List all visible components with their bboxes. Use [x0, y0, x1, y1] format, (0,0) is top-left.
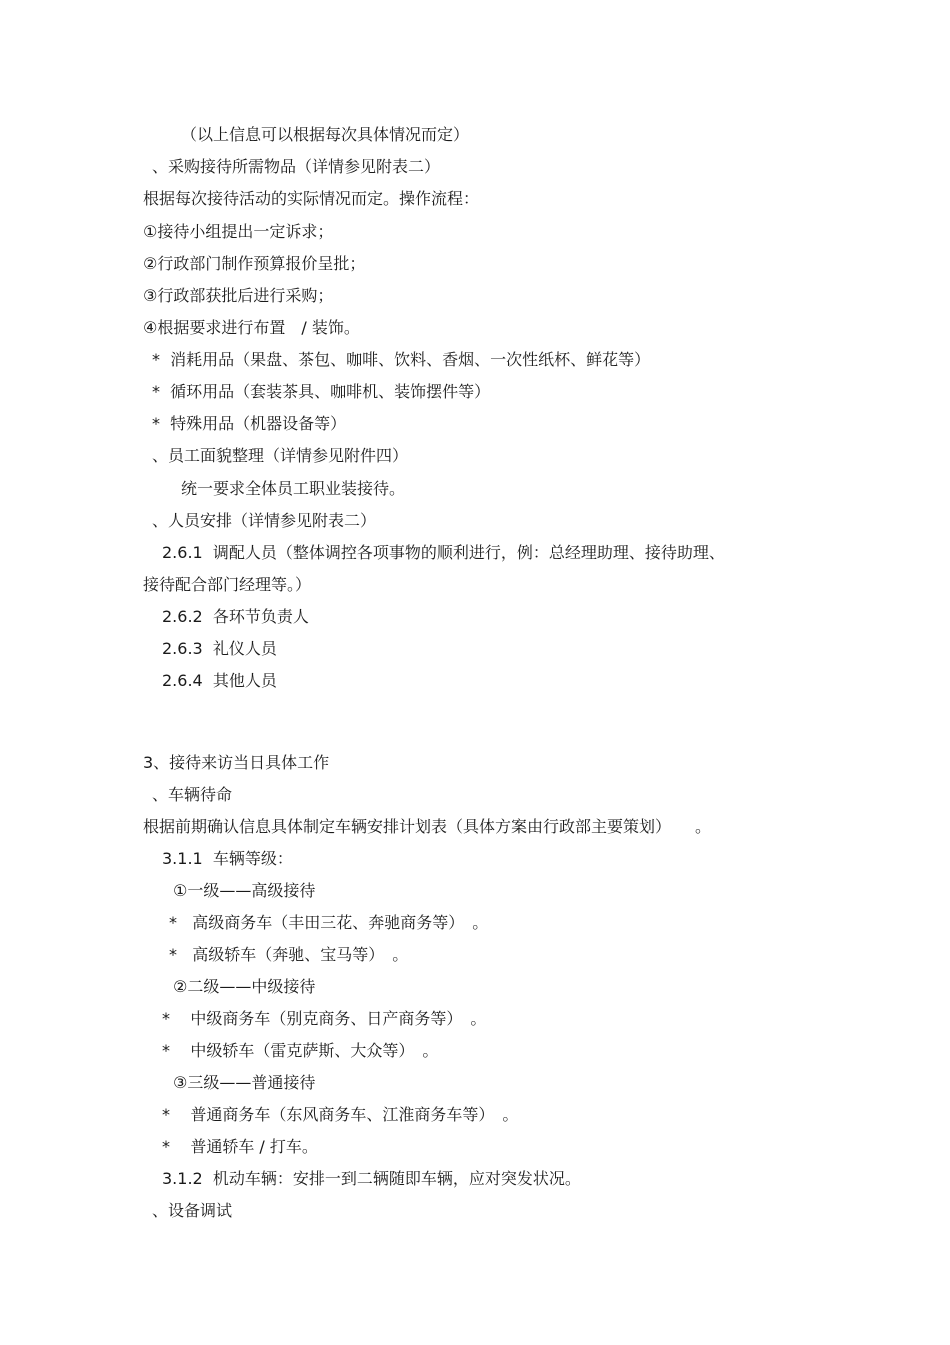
subsection-line: 2.6.1 调配人员（整体调控各项事物的顺利进行，例：总经理助理、接待助理、 [162, 543, 725, 562]
subsection-line: 3.1.2 机动车辆：安排一到二辆随即车辆，应对突发状况。 [162, 1169, 581, 1188]
paragraph-line: 根据前期确认信息具体制定车辆安排计划表（具体方案由行政部主要策划） 。 [143, 817, 712, 836]
level-line: ②二级——中级接待 [173, 977, 316, 996]
bullet-item: * 普通轿车 / 打车。 [162, 1137, 318, 1156]
level-line: ③三级——普通接待 [173, 1073, 316, 1092]
bullet-item: * 高级轿车（奔驰、宝马等） 。 [169, 945, 409, 964]
section-heading-staffing: 、人员安排（详情参见附表二） [152, 511, 377, 530]
subsection-line: 2.6.4 其他人员 [162, 671, 277, 690]
note-line: （以上信息可以根据每次具体情况而定） [181, 125, 470, 144]
list-item: ③行政部获批后进行采购； [143, 286, 334, 305]
bullet-item: * 普通商务车（东风商务车、江淮商务车等） 。 [162, 1105, 519, 1124]
level-line: ①一级——高级接待 [173, 881, 316, 900]
paragraph-line: 接待配合部门经理等。） [143, 575, 312, 594]
bullet-item: * 高级商务车（丰田三花、奔驰商务等） 。 [169, 913, 489, 932]
bullet-item: * 循环用品（套装茶具、咖啡机、装饰摆件等） [152, 382, 491, 401]
paragraph-line: 根据每次接待活动的实际情况而定。操作流程： [143, 189, 480, 208]
list-item: ④根据要求进行布置 / 装饰。 [143, 318, 360, 337]
subsection-line: 2.6.2 各环节负责人 [162, 607, 309, 626]
list-item: ①接待小组提出一定诉求； [143, 222, 334, 241]
chapter-heading: 3、接待来访当日具体工作 [143, 753, 330, 772]
list-item: ②行政部门制作预算报价呈批； [143, 254, 366, 273]
section-heading-equipment: 、设备调试 [152, 1201, 233, 1220]
section-heading-vehicles: 、车辆待命 [152, 785, 233, 804]
paragraph-line: 统一要求全体员工职业装接待。 [181, 479, 406, 498]
bullet-item: * 中级商务车（别克商务、日产商务等） 。 [162, 1009, 487, 1028]
bullet-item: * 中级轿车（雷克萨斯、大众等） 。 [162, 1041, 439, 1060]
section-heading-appearance: 、员工面貌整理（详情参见附件四） [152, 446, 409, 465]
subsection-line: 3.1.1 车辆等级： [162, 849, 293, 868]
subsection-line: 2.6.3 礼仪人员 [162, 639, 277, 658]
bullet-item: * 特殊用品（机器设备等） [152, 414, 347, 433]
section-heading-purchase: 、采购接待所需物品（详情参见附表二） [152, 157, 441, 176]
bullet-item: * 消耗用品（果盘、茶包、咖啡、饮料、香烟、一次性纸杯、鲜花等） [152, 350, 651, 369]
